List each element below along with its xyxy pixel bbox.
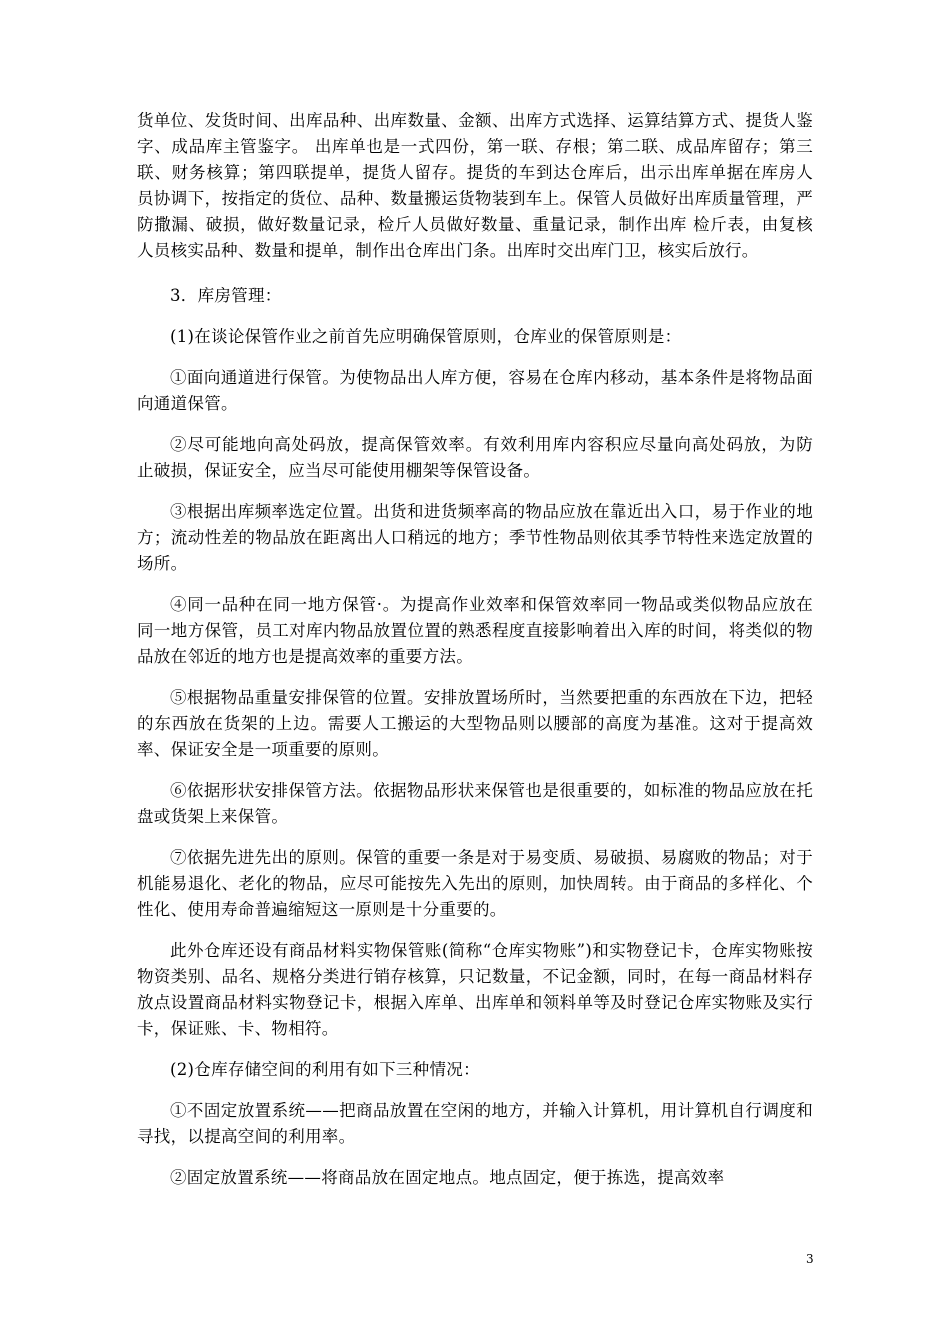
paragraph-outbound-details: 货单位、发货时间、出库品种、出库数量、金额、出库方式选择、运算结算方式、提货人鉴字、成品库主管鉴字。 出库单也是一式四份，第一联、存根；第二联、成品库留存；第三联、财务核算；第四联提单，提货人留存。提货的车到达仓库后，出示出库单据在库房人 员协调下，按指定的货位、品种、数量搬运货物装到车上。保管人员做好出库质量管理，严防撒漏、破损，做好数量记录，检斤人员做好数量、重量记录，制作出库 检斤表，由复核人员核实品种、数量和提单，制作出仓库出门条。出库时交出库门卫，核实后放行。 xyxy=(137,111,813,260)
page-number: 3 xyxy=(806,1252,814,1266)
section-heading-warehouse-management: 3．库房管理： xyxy=(170,286,282,305)
paragraph-principle-5: ⑤根据物品重量安排保管的位置。安排放置场所时，当然要把重的东西放在下边，把轻的东西放在货架的上边。需要人工搬运的大型物品则以腰部的高度为基准。这对于提高效率、保证安全是一项重要的原则。 xyxy=(137,688,813,759)
document-body xyxy=(137,108,813,1191)
paragraph-principle-7: ⑦依据先进先出的原则。保管的重要一条是对于易变质、易破损、易腐败的物品；对于机能易退化、老化的物品，应尽可能按先入先出的原则，加快周转。由于商品的多样化、个性化、使用寿命普遍缩短这一原则是十分重要的。 xyxy=(137,848,813,919)
paragraph-storage-principles-intro: (1)在谈论保管作业之前首先应明确保管原则，仓库业的保管原则是： xyxy=(170,327,682,346)
paragraph-principle-2: ②尽可能地向高处码放，提高保管效率。有效利用库内容积应尽量向高处码放，为防 止破损，保证安全，应当尽可能使用棚架等保管设备。 xyxy=(137,435,813,480)
paragraph-space-system-2: ②固定放置系统——将商品放在固定地点。地点固定，便于拣选，提高效率 xyxy=(170,1168,725,1187)
paragraph-storage-space-intro: (2)仓库存储空间的利用有如下三种情况： xyxy=(170,1060,480,1079)
paragraph-space-system-1: ①不固定放置系统——把商品放置在空闲的地方，并输入计算机，用计算机自行调度和寻找，以提高空间的利用率。 xyxy=(137,1101,813,1146)
paragraph-principle-6: ⑥依据形状安排保管方法。依据物品形状来保管也是很重要的，如标准的物品应放在托盘或货架上来保管。 xyxy=(137,781,813,826)
paragraph-principle-3: ③根据出库频率选定位置。出货和进货频率高的物品应放在靠近出入口，易于作业的地方；流动性差的物品放在距离出人口稍远的地方；季节性物品则依其季节特性来选定放置的场所。 xyxy=(137,502,813,573)
paragraph-principle-4: ④同一品种在同一地方保管·。为提高作业效率和保管效率同一物品或类似物品应放在同一地方保管，员工对库内物品放置位置的熟悉程度直接影响着出入库的时间，将类似的物品放在邻近的地方也是提高效率的重要方法。 xyxy=(137,595,813,666)
paragraph-principle-1: ①面向通道进行保管。为使物品出人库方便，容易在仓库内移动，基本条件是将物品面向通道保管。 xyxy=(137,368,813,413)
paragraph-inventory-ledger: 此外仓库还设有商品材料实物保管账(简称“仓库实物账”)和实物登记卡，仓库实物账按物资类别、品名、规格分类进行销存核算，只记数量，不记金额，同时，在每一商品材料存放点设置商品材料实物登记卡，根据入库单、出库单和领料单等及时登记仓库实物账及实行卡，保证账、卡、物相符。 xyxy=(137,941,813,1038)
